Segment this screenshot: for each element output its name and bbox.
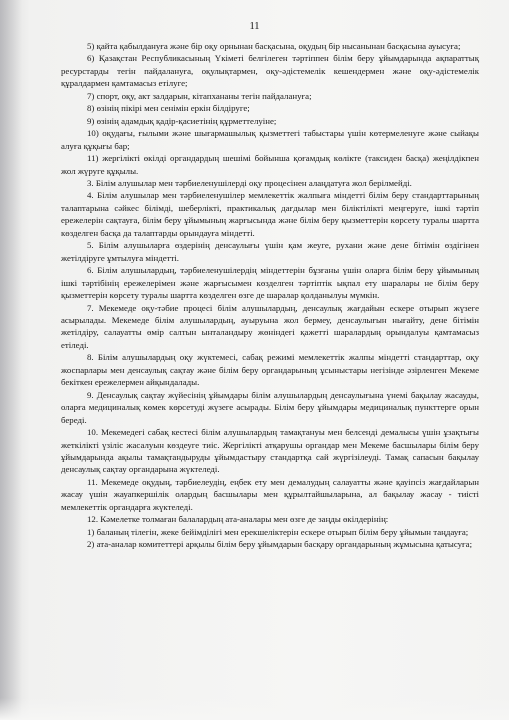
scan-edge-shadow bbox=[0, 0, 22, 720]
paragraph: 5. Білім алушыларға өздерінің денсаулығы үшін қам жеуге, рухани және дене бітімін өздігінен жетілдіруге ұмтылуға міндетті. bbox=[61, 240, 479, 263]
paragraph: 4. Білім алушылар мен тәрбиеленушілер мемлекеттік жалпыға міндетті білім беру стандарттарының талаптарына сәйкес білімді, шеберлікті, практикалық дағдылар мен біліктілікті меңгеруге, ішкі тәртіп ережелерін сақтауға, білім беру ұйымының жарғысында және білім беру қызметтерін көрсету туралы шартта көзделген басқа да талаптарды орындауға міндетті. bbox=[61, 190, 479, 238]
paragraph: 9. Денсаулық сақтау жүйесінің ұйымдары білім алушылардың денсаулығына үнемі бақылау жасауды, оларға медициналық көмек көрсетуді жүзеге асырады. Білім беру ұйымдары медициналық пункттерге орын береді. bbox=[61, 389, 479, 425]
paragraph: 7) спорт, оқу, акт залдарын, кітапхананы тегін пайдалануға; bbox=[87, 90, 312, 101]
paragraph: 7. Мекемеде оқу-тәбие процесі білім алушылардың, денсаулық жағдайын ескере отырып жүзеге асырылады. Мекемеде білім алушылардың, ауыруына жол бермеу, денсаулығын нығайту, дене бітімін жетілдіру, салауатты өмір салтын ынталандыру жөніндегі қажетті шаралардың орындалуы қамтамасыз етіледі. bbox=[61, 302, 479, 350]
page-number: 11 bbox=[249, 21, 260, 32]
paragraph: 1) баланың тілегін, жеке бейімділігі мен ерекшеліктерін ескере отырып білім беру ұйымын таңдауға; bbox=[87, 526, 469, 537]
paragraph: 5) қайта қабылдануға және бір оқу орнынан басқасына, оқудың бір нысанынан басқасына ауысуға; bbox=[87, 41, 461, 51]
paragraph: 10. Мекемедегі сабақ кестесі білім алушылардың тамақтануы мен белсенді демалысы үшін ұзақтығы жеткілікті үзіліс жасалуын көздеуге тиіс. Жергілікті атқарушы органдар мен Мекеме басшылары білім беру ұйымдарында ақылы тамақтандыруды ұйымдастыру стандартқа сай жүргізілеуді. Тамақ сапасын бақылау денсаулық сақтау органдарына жүктеледі. bbox=[61, 427, 479, 475]
paragraph: 10) оқудағы, ғылыми және шығармашылық қызметтегі табыстары үшін көтермеленуге және сыйақы алуға құқығы бар; bbox=[61, 128, 479, 151]
paragraph: 11. Мекемеде оқудың, тәрбиелеудің, еңбек ету мен демалудың салауатты және қауіпсіз жағдайларын жасау үшін жауапкершілік олардың басшылары мен құрылтайшыларына, ал бақылау жасау - тиісті мемлекеттік органдарға жүктеледі. bbox=[61, 476, 479, 512]
paragraph: 8. Білім алушылардың оқу жүктемесі, сабақ режимі мемлекеттік жалпы міндетті стандарттар, оқу жоспарлары мен денсаулық сақтау және білім беру органдарының ұсыныстары негізінде әзірленген Мекеме бекіткен ережелермен айқындалады. bbox=[61, 352, 479, 388]
paragraph: 6. Білім алушылардың, тәрбиеленушілердің міндеттерін бұзғаны үшін оларға білім беру ұйымының ішкі тәртібінің ережелерімен және жарғысымен көзделген тәртіптік ықпал ету шаралары не білім беру қызметтерін көрсету туралы шартта көзделген өзге де шаралар қолданылуы мүмкін. bbox=[61, 265, 479, 301]
document-body bbox=[61, 40, 479, 551]
paragraph: 8) өзінің пікірі мен сенімін еркін білдіруге; bbox=[87, 103, 250, 114]
paragraph: 2) ата-аналар комитеттері арқылы білім беру ұйымдарын басқару органдарының жұмысына қатысуға; bbox=[87, 539, 473, 550]
paragraph: 6) Қазақстан Республикасының Үкіметі белгілеген тәртіппен білім беру ұйымдарында ақпараттық ресурстарды тегін пайдалануға, оқулықтармен, оқу-әдістемелік кешендермен және оқу-әдістемелік құралдармен қамтамасыз етілуге; bbox=[61, 53, 479, 89]
paragraph: 3. Білім алушылар мен тәрбиеленушілерді оқу процесінен алаңдатуға жол берілмейді. bbox=[87, 177, 412, 188]
paragraph: 12. Кәмелетке толмаған балалардың ата-аналары мен өзге де заңды өкілдерінің: bbox=[87, 514, 389, 525]
paragraph: 9) өзінің адамдық қадір-қасиетінің құрметтелуіне; bbox=[87, 115, 277, 126]
paragraph: 11) жергілікті өкілді органдардың шешімі бойынша қоғамдық көлікте (таксиден басқа) жеңілдікпен жол жүруге құқылы. bbox=[61, 153, 479, 176]
scan-bottom-fade bbox=[0, 698, 509, 720]
